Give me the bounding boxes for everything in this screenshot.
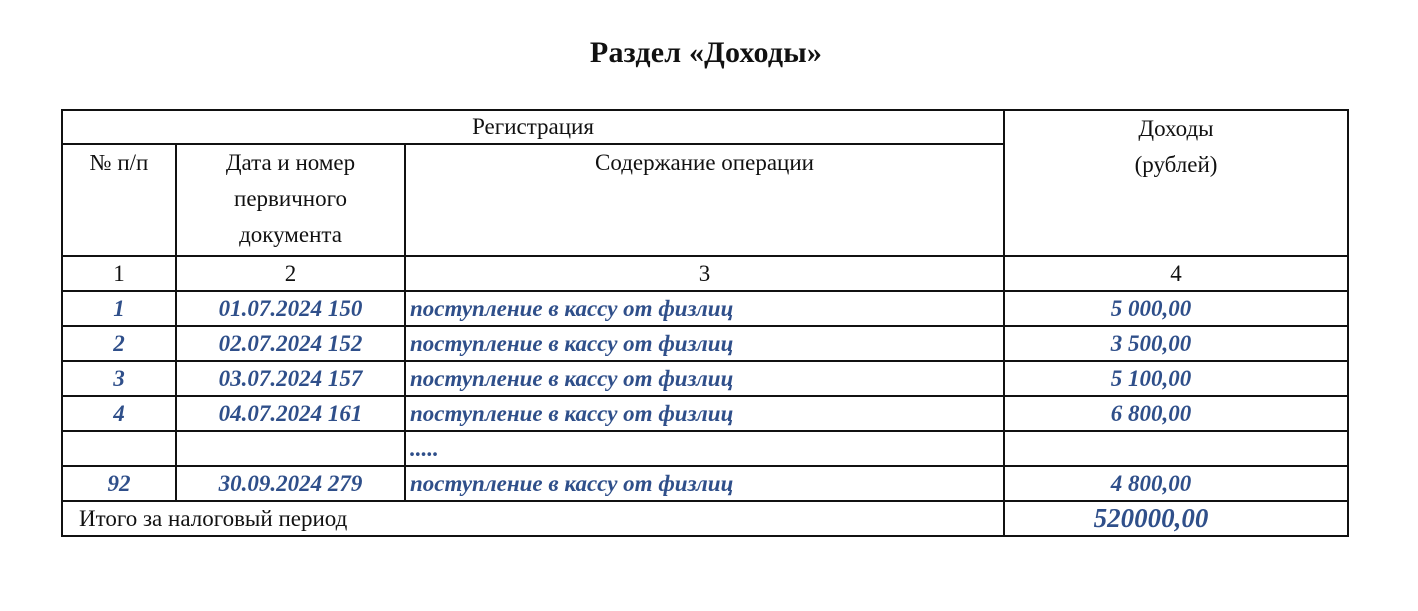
header-row-group bbox=[62, 110, 1348, 144]
header-income-line2: (рублей) bbox=[1134, 152, 1218, 177]
table-row bbox=[62, 396, 1348, 431]
row-amount: 6 800,00 bbox=[1004, 396, 1348, 431]
row-amount: 4 800,00 bbox=[1004, 466, 1348, 501]
table-row bbox=[62, 326, 1348, 361]
column-number: 2 bbox=[176, 256, 405, 291]
row-description: поступление в кассу от физлиц bbox=[405, 291, 1004, 326]
row-document: 04.07.2024 161 bbox=[176, 396, 405, 431]
header-doc-line1: Дата и номер bbox=[225, 150, 356, 175]
total-label: Итого за налоговый период bbox=[62, 501, 1004, 536]
row-document: 02.07.2024 152 bbox=[176, 326, 405, 361]
table-row-ellipsis bbox=[62, 431, 1348, 466]
row-number: 1 bbox=[62, 291, 176, 326]
table-row bbox=[62, 466, 1348, 501]
header-doc-line3: документа bbox=[239, 222, 342, 247]
row-document bbox=[176, 431, 405, 466]
table-row bbox=[62, 291, 1348, 326]
header-content: Содержание операции bbox=[405, 144, 1004, 256]
total-value-cell bbox=[1004, 501, 1348, 536]
row-number: 4 bbox=[62, 396, 176, 431]
column-number: 1 bbox=[62, 256, 176, 291]
row-amount: 5 000,00 bbox=[1004, 291, 1348, 326]
row-number: 92 bbox=[62, 466, 176, 501]
header-income-line1: Доходы bbox=[1138, 116, 1214, 141]
header-income bbox=[1004, 110, 1348, 256]
row-amount bbox=[1004, 431, 1348, 466]
row-document: 01.07.2024 150 bbox=[176, 291, 405, 326]
total-value: 520000,00 bbox=[1093, 503, 1209, 534]
row-description: поступление в кассу от физлиц bbox=[405, 466, 1004, 501]
row-description: поступление в кассу от физлиц bbox=[405, 361, 1004, 396]
row-document: 30.09.2024 279 bbox=[176, 466, 405, 501]
row-number bbox=[62, 431, 176, 466]
row-document: 03.07.2024 157 bbox=[176, 361, 405, 396]
row-number: 2 bbox=[62, 326, 176, 361]
total-row bbox=[62, 501, 1348, 536]
column-number: 4 bbox=[1004, 256, 1348, 291]
row-ellipsis: ..... bbox=[405, 431, 1004, 466]
income-ledger-table bbox=[61, 109, 1349, 537]
column-number: 3 bbox=[405, 256, 1004, 291]
header-doc bbox=[176, 144, 405, 256]
row-amount: 5 100,00 bbox=[1004, 361, 1348, 396]
table-row bbox=[62, 361, 1348, 396]
row-description: поступление в кассу от физлиц bbox=[405, 326, 1004, 361]
header-num: № п/п bbox=[62, 144, 176, 256]
column-number-row bbox=[62, 256, 1348, 291]
header-registration: Регистрация bbox=[62, 110, 1004, 144]
header-doc-line2: первичного bbox=[234, 186, 347, 211]
row-description: поступление в кассу от физлиц bbox=[405, 396, 1004, 431]
row-number: 3 bbox=[62, 361, 176, 396]
page-title: Раздел «Доходы» bbox=[589, 36, 823, 69]
row-amount: 3 500,00 bbox=[1004, 326, 1348, 361]
